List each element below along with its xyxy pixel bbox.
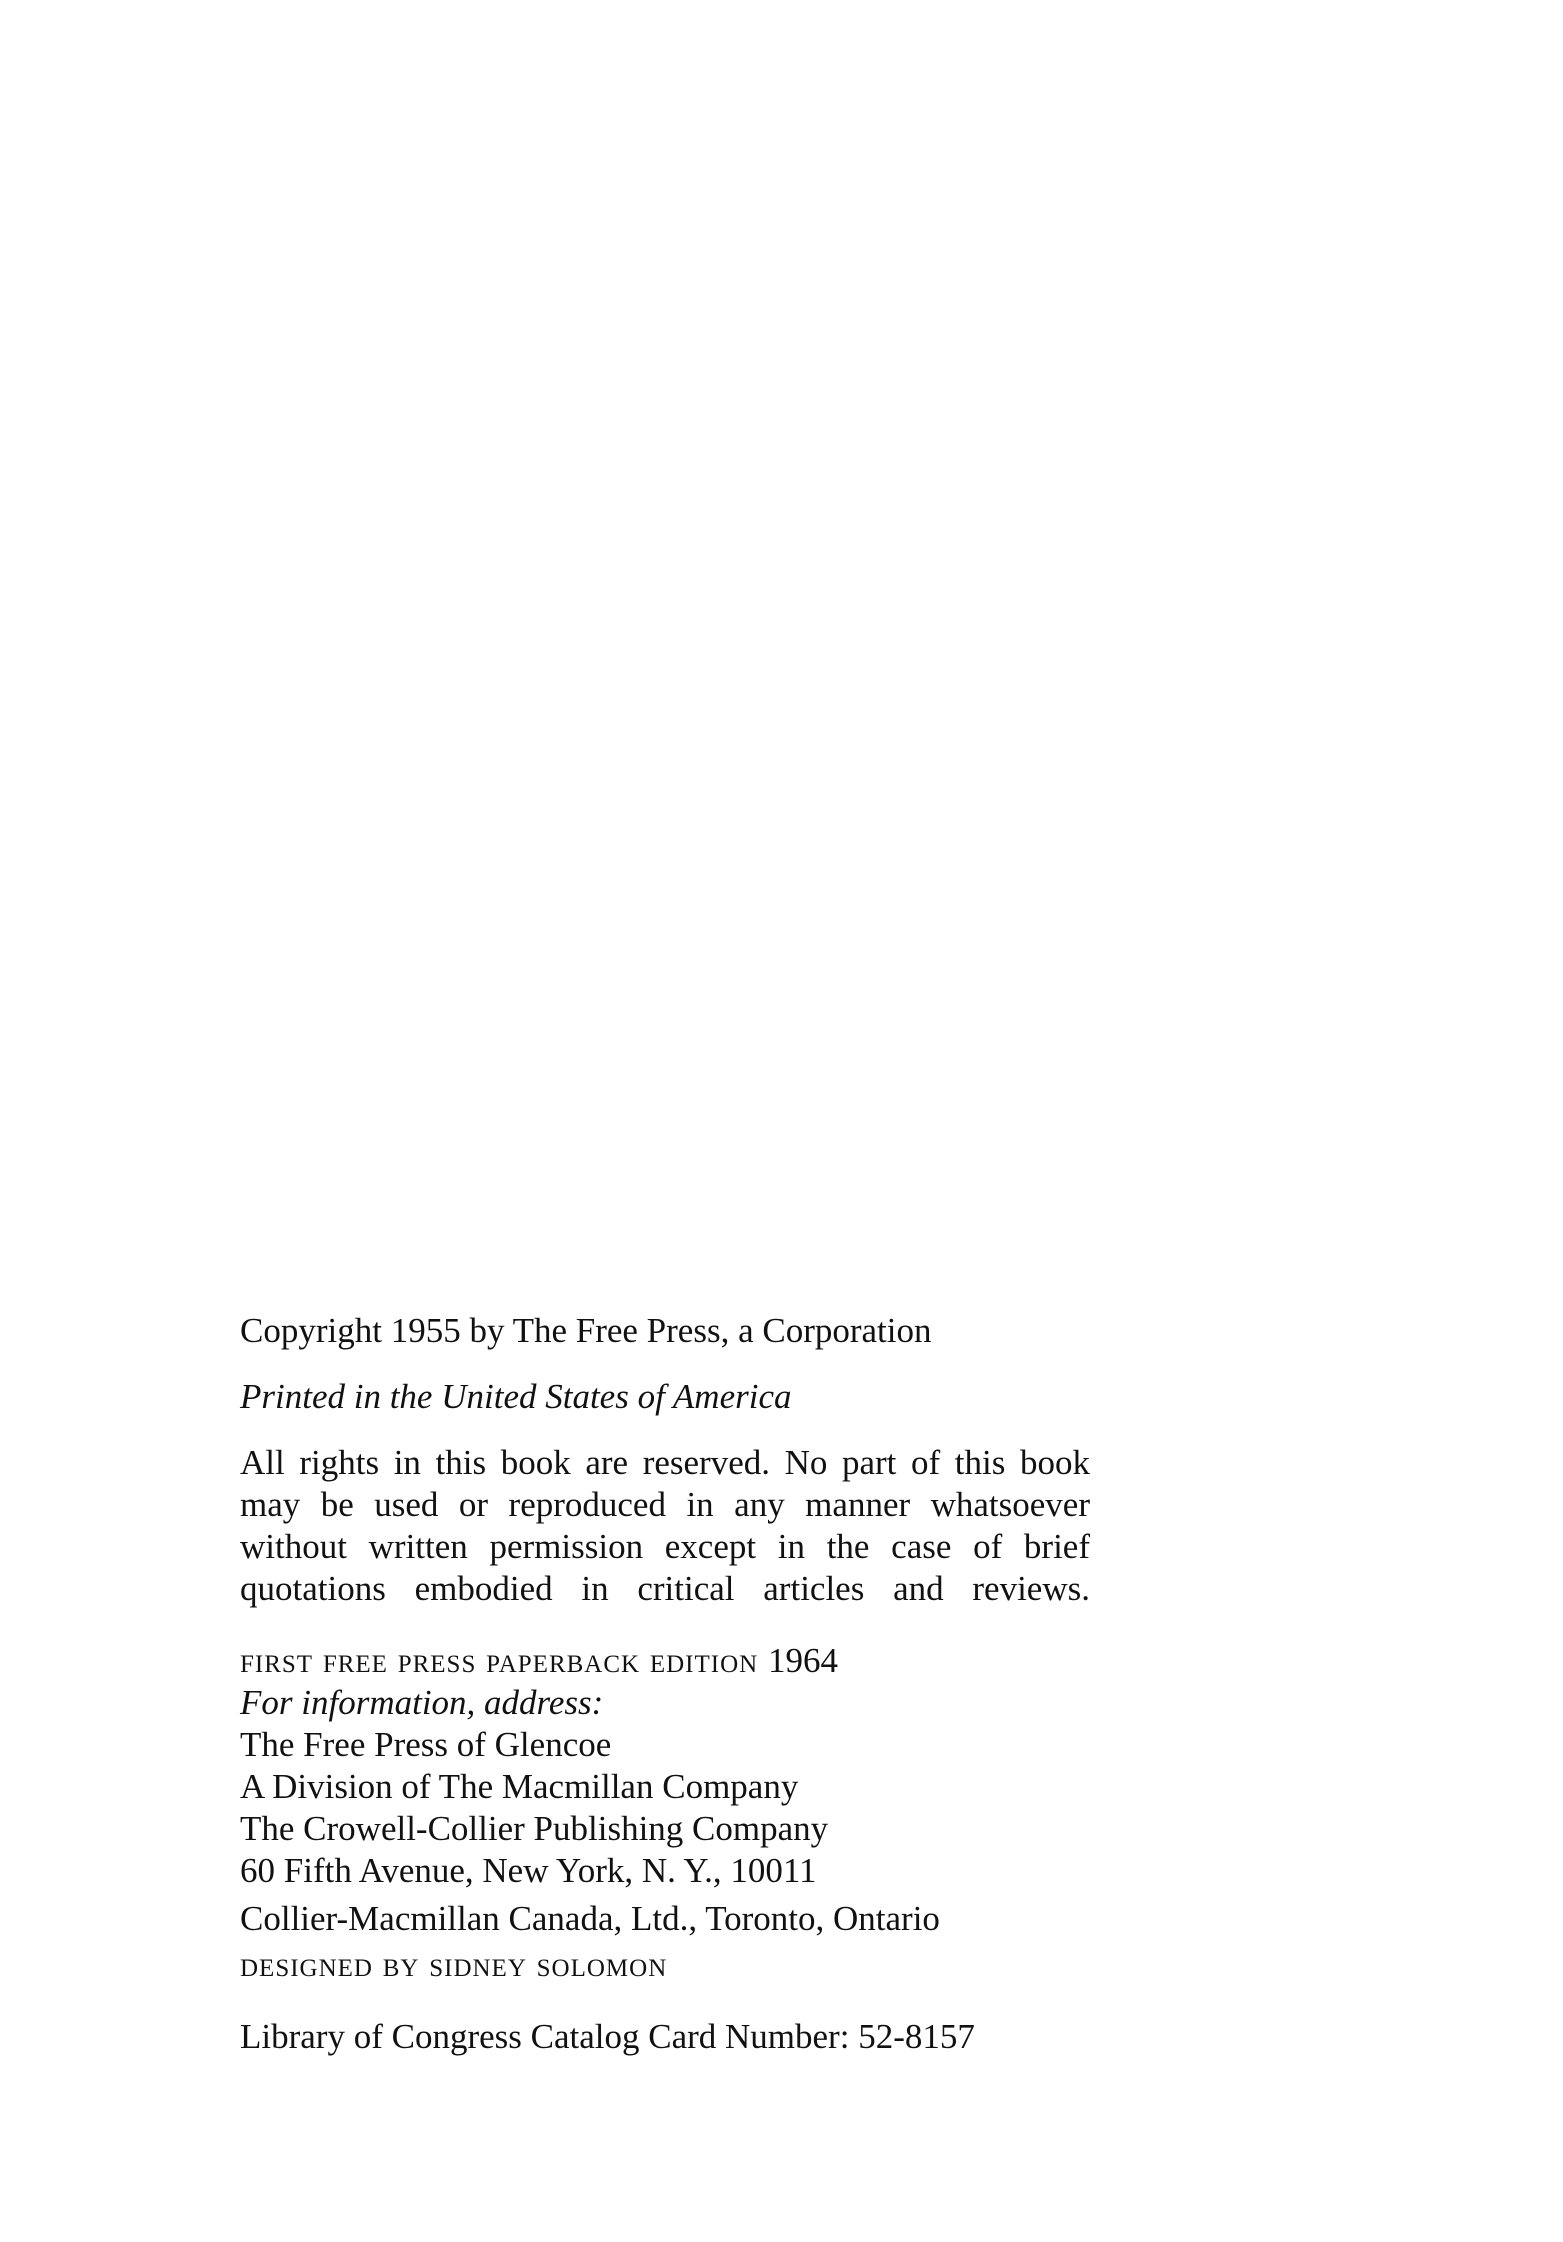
publisher-address (240, 1724, 1100, 1892)
edition-year: 1964 (767, 1641, 838, 1680)
copyright-notice: Copyright 1955 by The Free Press, a Corporation (240, 1311, 932, 1350)
rights-line: All rights in this book are reserved. No part of this book (240, 1443, 1090, 1482)
edition-line (240, 1640, 1100, 1682)
address-line: 60 Fifth Avenue, New York, N. Y., 10011 (240, 1851, 817, 1890)
info-heading: For information, address: (240, 1683, 604, 1722)
rights-line: may be used or reproduced in any manner whatsoever (240, 1485, 1090, 1524)
printed-in-notice: Printed in the United States of America (240, 1377, 792, 1416)
address-line: The Free Press of Glencoe (240, 1725, 612, 1764)
designer-credit: designed by sidney solomon (240, 1945, 668, 1984)
copyright-page-block (240, 1310, 1100, 2058)
catalog-number: Library of Congress Catalog Card Number: 52-8157 (240, 2017, 975, 2056)
edition-label: first free press paperback edition (240, 1641, 759, 1680)
canada-distributor: Collier-Macmillan Canada, Ltd., Toronto, Ontario (240, 1899, 940, 1938)
address-line: A Division of The Macmillan Company (240, 1767, 799, 1806)
address-line: The Crowell-Collier Publishing Company (240, 1809, 829, 1848)
rights-line: quotations embodied in critical articles and reviews. (240, 1569, 1090, 1608)
rights-paragraph (240, 1442, 1100, 1610)
rights-line: without written permission except in the case of brief (240, 1527, 1090, 1566)
